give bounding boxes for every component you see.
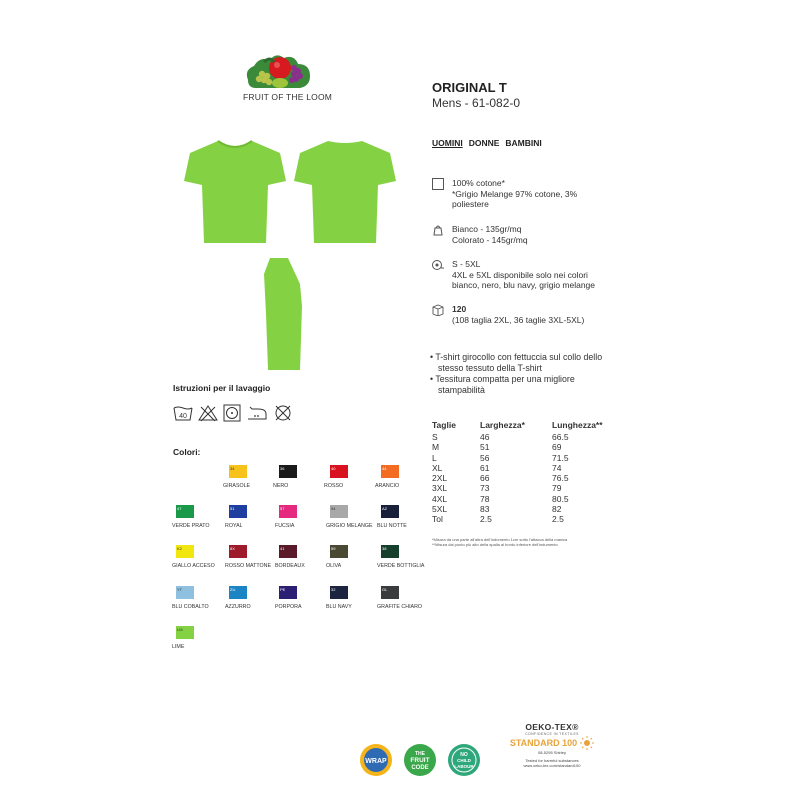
color-swatch[interactable] xyxy=(176,626,194,639)
swatch-code: YT xyxy=(177,587,183,592)
feature-line: • T-shirt girocollo con fettuccia sul collo dello xyxy=(430,352,603,362)
oeko-title: OEKO-TEX® xyxy=(525,722,579,732)
color-swatch[interactable] xyxy=(330,465,348,478)
wash-40-icon xyxy=(173,404,193,422)
category-women[interactable]: DONNE xyxy=(468,138,500,148)
swatch-name: ROSSO xyxy=(324,483,344,489)
color-swatch[interactable] xyxy=(176,545,194,558)
swatch-name: GIRASOLE xyxy=(223,483,251,489)
swatch-name: GRAFITE CHIARO xyxy=(377,604,423,610)
size-notes: *Misura da una parte all'altra dell'indumento 1cm sotto l'attacca della manica **Misura dal punto più alto della spalla al bordo inferiore dell'indumento xyxy=(432,537,568,547)
table-row: S 46 66.5 xyxy=(432,432,569,442)
color-swatch[interactable] xyxy=(229,586,247,599)
swatch-name: ARANCIO xyxy=(375,483,400,489)
table-row: Tol 2.5 2.5 xyxy=(432,514,564,525)
swatch-code: 51 xyxy=(230,506,235,511)
svg-text:FRUIT: FRUIT xyxy=(410,757,430,764)
weight-icon xyxy=(432,224,444,236)
box-icon xyxy=(432,304,444,316)
swatch-name: GRIGIO MELANGE xyxy=(326,523,373,529)
tape-measure-icon xyxy=(432,259,444,271)
svg-text:40: 40 xyxy=(179,413,187,420)
swatch-code: K2 xyxy=(177,546,182,551)
swatch-code: 34 xyxy=(230,466,235,471)
oeko-tagline: CONFIDENCE IN TEXTILES xyxy=(525,732,579,736)
svg-text:THE: THE xyxy=(415,751,425,757)
svg-text:CHILD: CHILD xyxy=(457,758,471,763)
swatch-name: BLU COBALTO xyxy=(172,604,209,610)
svg-text:LABOUR: LABOUR xyxy=(454,764,474,769)
table-row: 4XL 78 80.5 xyxy=(432,493,569,504)
category-list xyxy=(432,138,542,148)
no-dry-clean-icon xyxy=(273,404,293,422)
color-swatch[interactable] xyxy=(381,545,399,558)
spec-material: 100% cotone* *Grigio Melange 97% cotone, 3% poliestere xyxy=(432,178,577,210)
swatch-name: LIME xyxy=(172,644,185,650)
swatch-code: 40 xyxy=(331,466,336,471)
wash-icons xyxy=(173,404,293,422)
swatch-name: ROYAL xyxy=(225,523,243,529)
feature-line: stampabilità xyxy=(438,385,485,395)
category-kids[interactable]: BAMBINI xyxy=(505,138,542,148)
wrap-badge-icon xyxy=(358,742,394,778)
color-swatch[interactable] xyxy=(279,586,297,599)
swatch-name: BORDEAUX xyxy=(275,563,305,569)
iron-icon xyxy=(246,404,268,422)
table-row: L 56 71.5 xyxy=(432,452,569,463)
swatch-name: ROSSO MATTONE xyxy=(225,563,272,569)
tshirt-back-image xyxy=(290,137,400,247)
oeko-standard: STANDARD 100 xyxy=(509,738,578,748)
swatch-name: NERO xyxy=(273,483,289,489)
swatch-code: AZ xyxy=(382,506,388,511)
size-table xyxy=(432,420,603,525)
size-header: Taglie xyxy=(432,420,456,430)
oeko-tested: Tested for harmful substances xyxy=(525,758,579,763)
swatch-name: GIALLO ACCESO xyxy=(172,563,215,569)
color-swatch[interactable] xyxy=(330,505,348,518)
length-header: Lunghezza** xyxy=(552,420,603,430)
color-swatch[interactable] xyxy=(381,586,399,599)
feature-line: stesso tessuto della T-shirt xyxy=(438,363,542,373)
swatch-code: 47 xyxy=(177,506,182,511)
color-swatch[interactable] xyxy=(381,505,399,518)
svg-text:WRAP: WRAP xyxy=(365,758,387,765)
swatch-name: PORPORA xyxy=(275,604,302,610)
swatch-code: 36 xyxy=(280,466,285,471)
swatch-code: 57 xyxy=(280,506,285,511)
swatch-name: AZZURRO xyxy=(225,604,251,610)
color-swatch[interactable] xyxy=(381,465,399,478)
product-subtitle: Mens - 61-082-0 xyxy=(432,96,521,110)
width-header: Larghezza* xyxy=(480,420,525,430)
swatch-code: LM xyxy=(177,627,183,632)
swatch-name: OLIVA xyxy=(326,563,342,569)
feature-list xyxy=(430,352,650,396)
swatch-code: ZU xyxy=(230,587,236,592)
spec-weight: Bianco - 135gr/mq Colorato - 145gr/mq xyxy=(432,224,528,245)
no-bleach-icon xyxy=(198,404,218,422)
svg-text:CODE: CODE xyxy=(411,765,429,771)
fabric-icon xyxy=(432,178,444,190)
logo-text: FRUIT OF THE LOOM xyxy=(243,92,333,102)
color-swatch[interactable] xyxy=(176,586,194,599)
table-row: 3XL 73 79 xyxy=(432,483,562,494)
tshirt-front-image xyxy=(180,137,290,247)
product-title: ORIGINAL T xyxy=(432,80,507,95)
swatch-name: BLU NAVY xyxy=(326,604,352,610)
no-child-labour-badge-icon xyxy=(446,742,482,778)
swatch-name: FUCSIA xyxy=(275,523,295,529)
swatch-name: BLU NOTTE xyxy=(377,523,407,529)
table-row: 2XL 66 76.5 xyxy=(432,473,569,484)
color-swatch[interactable] xyxy=(279,545,297,558)
swatch-name: VERDE BOTTIGLIA xyxy=(377,563,425,569)
svg-text:NO: NO xyxy=(460,752,468,758)
swatch-code: 44 xyxy=(382,466,387,471)
swatch-code: 59 xyxy=(331,546,336,551)
swatch-code: 8X xyxy=(230,546,235,551)
feature-line: • Tessitura compatta per una migliore xyxy=(430,374,575,384)
wash-title: Istruzioni per il lavaggio xyxy=(173,383,271,393)
color-swatch[interactable] xyxy=(229,545,247,558)
color-swatch[interactable] xyxy=(176,505,194,518)
color-swatch[interactable] xyxy=(229,465,247,478)
color-swatch[interactable] xyxy=(279,505,297,518)
spec-pack: 120 (108 taglia 2XL, 36 taglie 3XL-5XL) xyxy=(432,304,584,325)
colors-title: Colori: xyxy=(173,447,201,457)
color-swatch[interactable] xyxy=(229,505,247,518)
color-swatch[interactable] xyxy=(279,465,297,478)
table-row: XL 61 74 xyxy=(432,462,562,473)
category-men[interactable]: UOMINI xyxy=(432,138,463,148)
fruit-code-badge-icon xyxy=(402,742,438,778)
swatch-code: 38 xyxy=(382,546,387,551)
swatch-name: VERDE PRATO xyxy=(172,523,210,529)
swatch-code: GL xyxy=(382,587,388,592)
swatch-code: PE xyxy=(280,587,286,592)
color-swatch[interactable] xyxy=(330,586,348,599)
swatch-code: 41 xyxy=(280,546,285,551)
oeko-number: 08-5295 Shirley xyxy=(537,750,567,755)
spec-sizes: S - 5XL 4XL e 5XL disponibile solo nei colori bianco, nero, blu navy, grigio melange xyxy=(432,259,595,291)
oeko-url[interactable]: www.oeko-tex.com/standard100 xyxy=(523,763,581,768)
color-swatch[interactable] xyxy=(330,545,348,558)
table-row: 5XL 83 82 xyxy=(432,504,562,515)
swatch-code: 94 xyxy=(331,506,336,511)
oeko-tex-label xyxy=(497,722,607,768)
swatch-code: 32 xyxy=(331,587,336,592)
sun-icon xyxy=(580,736,594,750)
tumble-dry-icon xyxy=(223,404,241,422)
tshirt-side-image xyxy=(260,254,310,372)
table-row: M 51 69 xyxy=(432,442,562,453)
